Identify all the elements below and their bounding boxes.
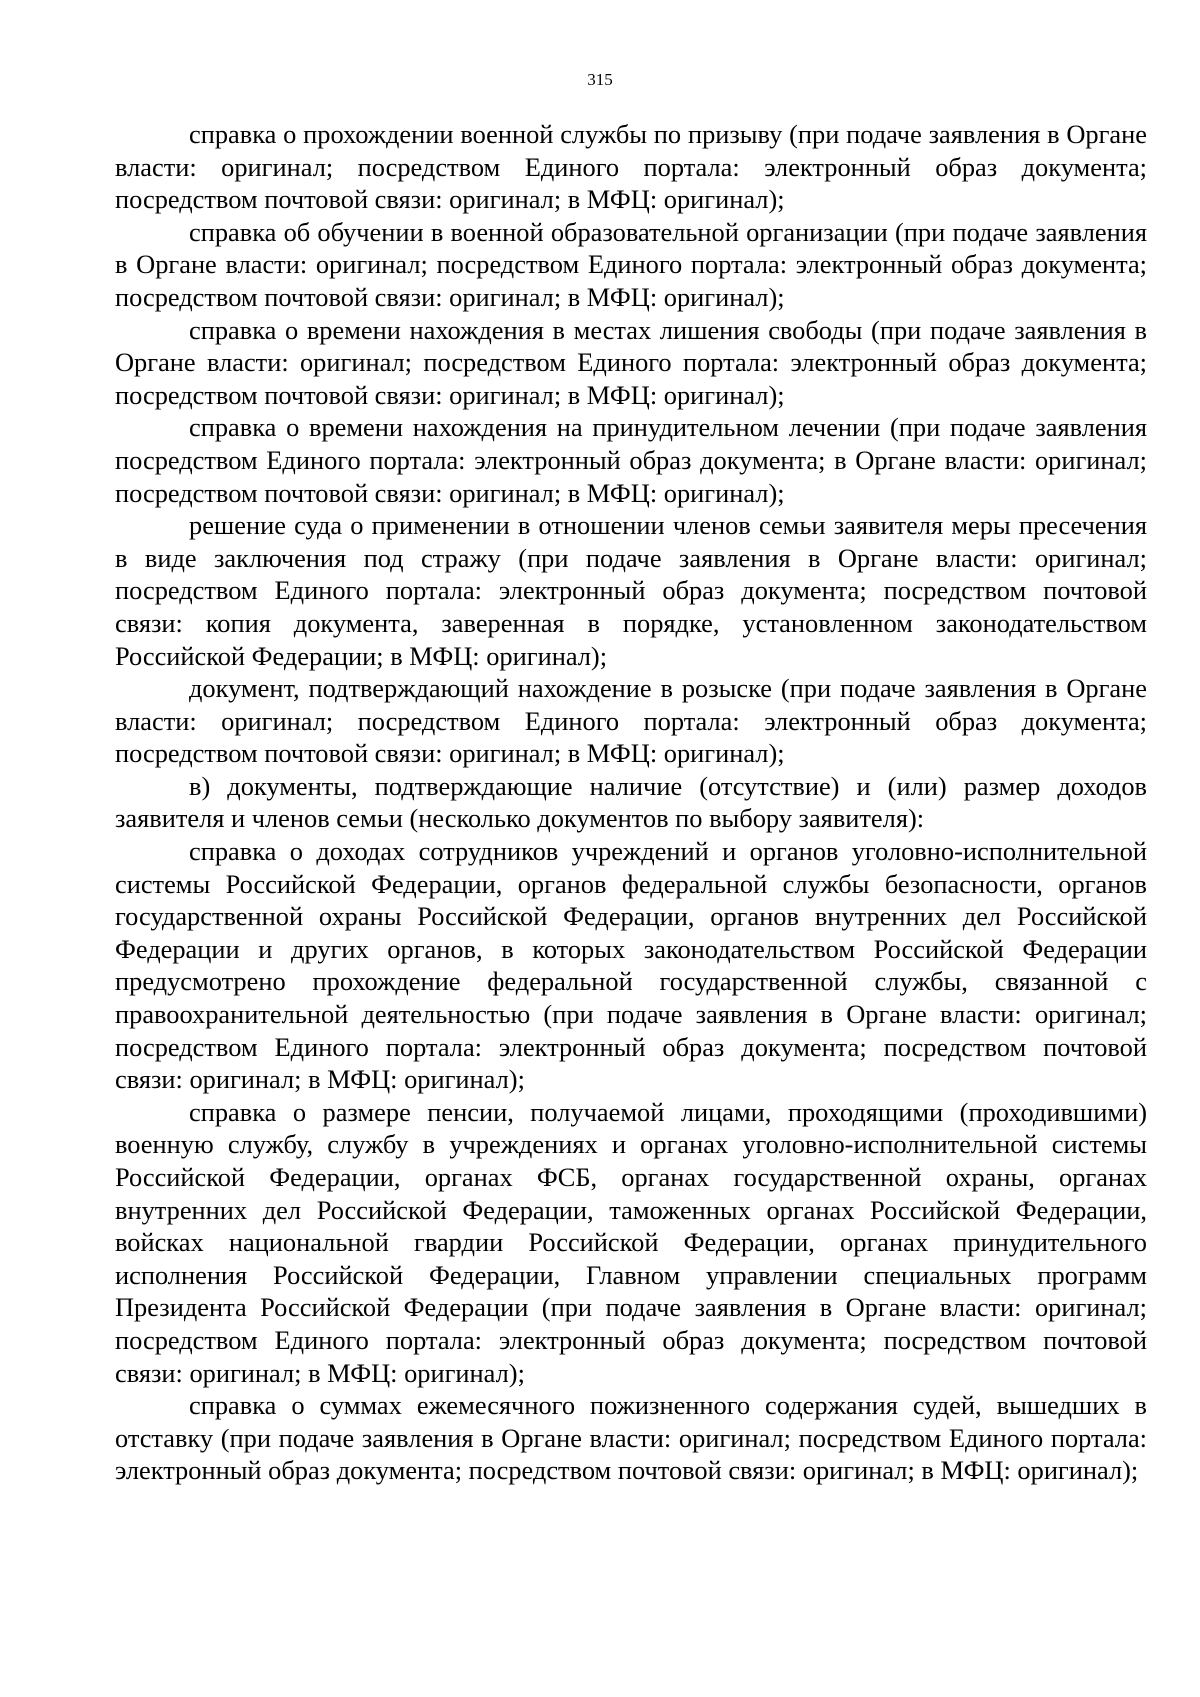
document-body [115, 118, 1147, 1487]
paragraph-compulsory-treatment-certificate: справка о времени нахождения на принудительном лечении (при подаче заявления посредством Единого портала: электронный образ документа; в Органе власти: оригинал; посредством почтовой связи: оригинал; в МФЦ: оригинал); [115, 412, 1147, 508]
page-number: 315 [587, 70, 613, 89]
paragraph-employee-income-certificate: справка о доходах сотрудников учреждений и органов уголовно-исполнительной системы Российской Федерации, органов федеральной службы безопасности, органов государственной охраны Российской Федерации, органов внутренних дел Российской Федерации и других органов, в которых законодательством Российской Федерации предусмотрено прохождение федеральной государственной службы, связанной с правоохранительной деятельностью (при подаче заявления в Органе власти: оригинал; посредством Единого портала: электронный образ документа; посредством почтовой связи: оригинал; в МФЦ: оригинал); [115, 836, 1147, 1095]
paragraph-imprisonment-certificate: справка о времени нахождения в местах лишения свободы (при подаче заявления в Органе власти: оригинал; посредством Единого портала: электронный образ документа; посредством почтовой связи: оригинал; в МФЦ: оригинал); [115, 314, 1147, 410]
paragraph-pension-certificate: справка о размере пенсии, получаемой лицами, проходящими (проходившими) военную службу, службу в учреждениях и органах уголовно-исполнительной системы Российской Федерации, органах ФСБ, органах государственной охраны, органах внутренних дел Российской Федерации, таможенных органах Российской Федерации, войсках национальной гвардии Российской Федерации, органах принудительного исполнения Российской Федерации, Главном управлении специальных программ Президента Российской Федерации (при подаче заявления в Органе власти: оригинал; посредством Единого портала: электронный образ документа; посредством почтовой связи: оригинал; в МФЦ: оригинал); [115, 1096, 1147, 1388]
paragraph-judges-allowance-certificate: справка о суммах ежемесячного пожизненного содержания судей, вышедших в отставку (при подаче заявления в Органе власти: оригинал; посредством Единого портала: электронный образ документа; посредством почтовой связи: оригинал; в МФЦ: оригинал); [115, 1390, 1147, 1486]
paragraph-wanted-status-document: документ, подтверждающий нахождение в розыске (при подаче заявления в Органе власти: оригинал; посредством Единого портала: электронный образ документа; посредством почтовой связи: оригинал; в МФЦ: оригинал); [115, 673, 1147, 769]
paragraph-income-documents-heading: в) документы, подтверждающие наличие (отсутствие) и (или) размер доходов заявителя и членов семьи (несколько документов по выбору заявителя): [115, 770, 1147, 834]
paragraph-military-education-certificate: справка об обучении в военной образовательной организации (при подаче заявления в Органе власти: оригинал; посредством Единого портала: электронный образ документа; посредством почтовой связи: оригинал; в МФЦ: оригинал); [115, 216, 1147, 312]
paragraph-military-service-certificate: справка о прохождении военной службы по призыву (при подаче заявления в Органе власти: оригинал; посредством Единого портала: электронный образ документа; посредством почтовой связи: оригинал; в МФЦ: оригинал); [115, 119, 1147, 215]
paragraph-court-decision: решение суда о применении в отношении членов семьи заявителя меры пресечения в виде заключения под стражу (при подаче заявления в Органе власти: оригинал; посредством Единого портала: электронный образ документа; посредством почтовой связи: копия документа, заверенная в порядке, установленном законодательством Российской Федерации; в МФЦ: оригинал); [115, 510, 1147, 671]
